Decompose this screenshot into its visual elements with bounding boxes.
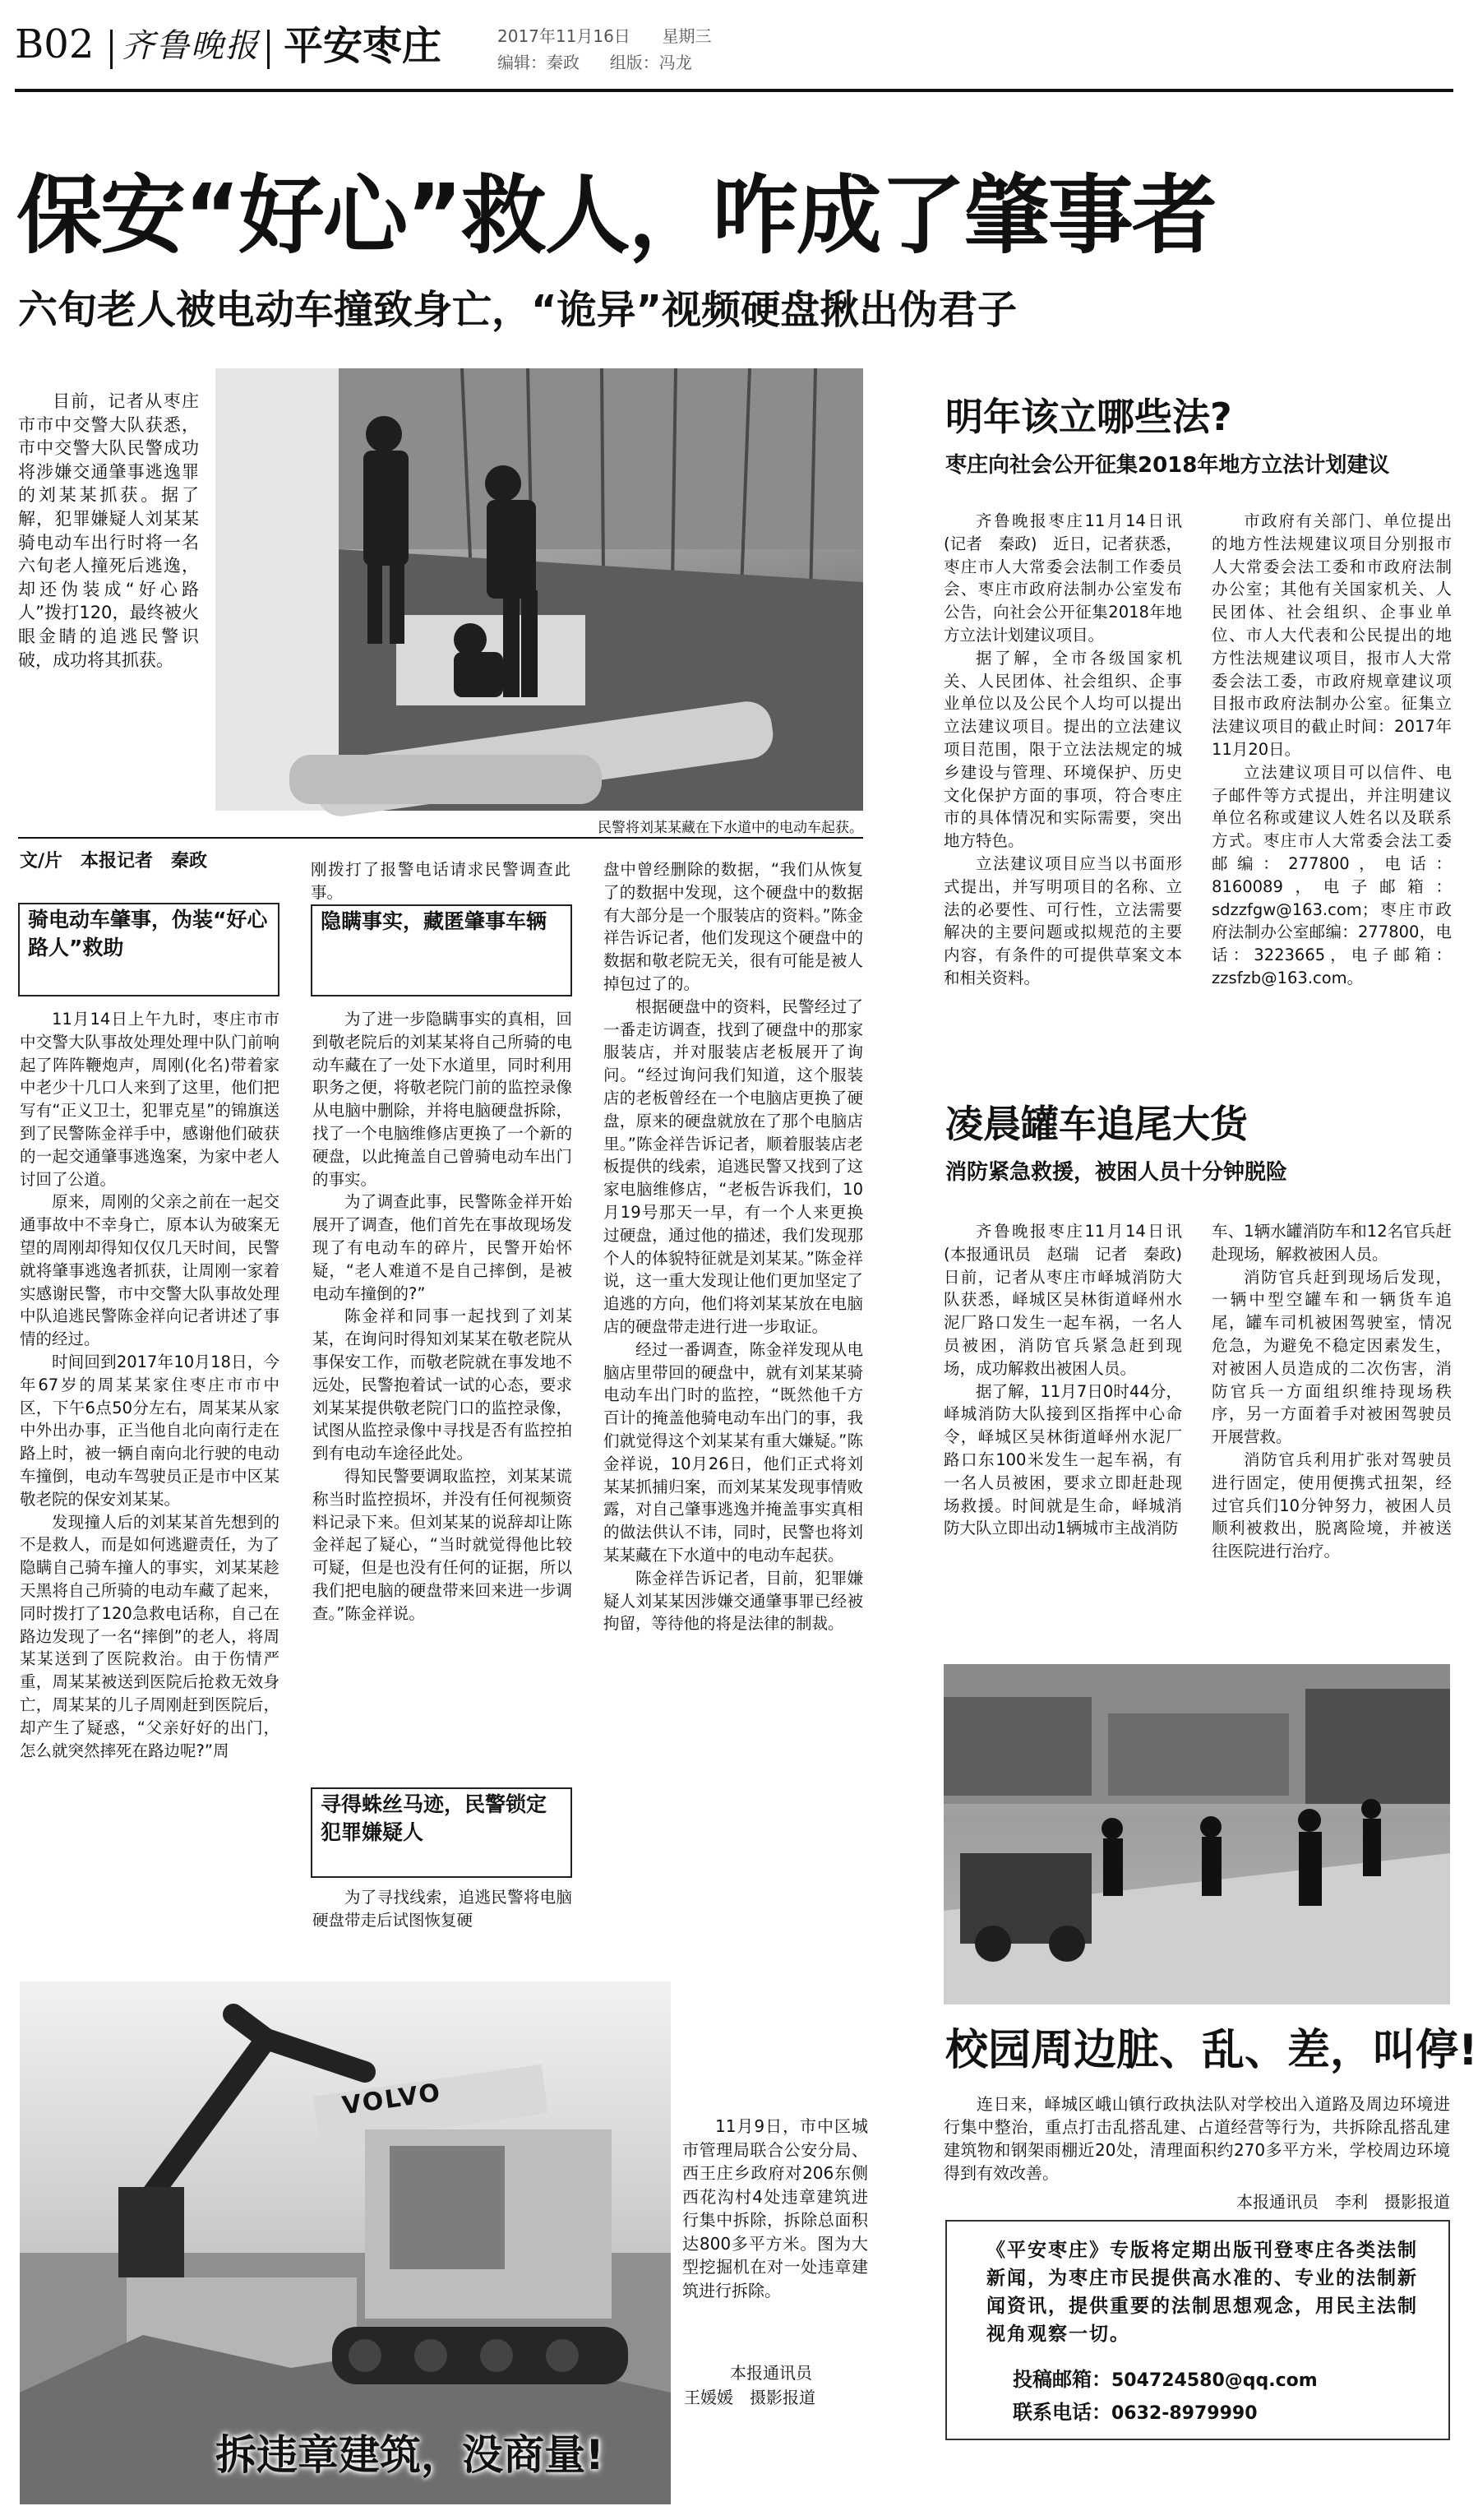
notice-email-row bbox=[1013, 2363, 1318, 2392]
tanker-column-2 bbox=[1212, 1220, 1452, 1664]
tanker-headline: 凌晨罐车追尾大货 bbox=[945, 1102, 1248, 1146]
paragraph: 刚拨打了报警电话请求民警调查此事。 bbox=[311, 860, 570, 902]
paragraph: 发现撞人后的刘某某首先想到的不是救人，而是如何逃避责任，为了隐瞒自己骑车撞人的事实，刘某某趁天黑将自己所骑的电动车藏了起来，同时拨打了120急救电话称，自己在路边发现了一名“摔倒”的老人，将周某某送到了医院救治。由于伤情严重，周某某被送到医院后抢救无效身亡，周某某的儿子周刚赶到医院后，却产生了疑惑，“父亲好好的出门，怎么就突然摔死在路边呢?”周 bbox=[20, 1512, 279, 1760]
subhead-find-clues bbox=[311, 1787, 572, 1878]
masthead bbox=[0, 0, 1467, 99]
date: 2017年11月16日 bbox=[497, 26, 630, 46]
tanker-column-1 bbox=[944, 1220, 1199, 1664]
school-headline: 校园周边脏、乱、差，叫停! bbox=[945, 2026, 1478, 2075]
subhead-hide-vehicle-text: 隐瞒事实，藏匿肇事车辆 bbox=[321, 909, 547, 933]
subhead-find-clues-text: 寻得蛛丝马迹，民警锁定犯罪嫌疑人 bbox=[321, 1792, 547, 1844]
demolition-photo bbox=[20, 1981, 671, 2504]
notice-text: 《平安枣庄》专版将定期出版刊登枣庄各类法制新闻，为枣庄市民提供高水准的、专业的法制新闻资讯，提供重要的法制思想观念，用民主法制视角观察一切。 bbox=[986, 2240, 1418, 2345]
police-photo-caption: 民警将刘某某藏在下水道中的电动车起获。 bbox=[598, 820, 863, 836]
legislation-headline: 明年该立哪些法? bbox=[945, 395, 1232, 439]
legislation-column-2 bbox=[1212, 510, 1452, 1069]
paragraph: 根据硬盘中的资料，民警经过了一番走访调查，找到了硬盘中的那家服装店，并对服装店老板展开了询问。“经过询问我们知道，这个服装店的老板曾经在一个电脑店更换了硬盘，原来的硬盘就放在了那个电脑店里。”陈金祥告诉记者，顺着服装店老板提供的线索，追逃民警又找到了这家电脑维修店，“老板告诉我们，10月19号那天一早，有一个人来更换过硬盘，通过他的描述，我们发现那个人的体貌特征就是刘某某。”陈金祥说，这一重大发现让他们更加坚定了追逃的方向，他们将刘某某放在电脑店的硬盘带走进行进一步取证。 bbox=[603, 996, 863, 1336]
cleanup-photo-illustration bbox=[944, 1664, 1450, 2004]
paragraph: 为了进一步隐瞒事实的真相，回到敬老院后的刘某某将自己所骑的电动车藏在了一处下水道里，同时利用职务之便，将敬老院门前的监控录像从电脑中删除，并将电脑硬盘拆除，找了一个电脑维修店更换了一个新的硬盘，以此掩盖自己曾骑电动车出门的事实。 bbox=[312, 1010, 572, 1189]
paragraph: 11月14日上午九时，枣庄市市中交警大队事故处理处理中队门前响起了阵阵鞭炮声，周刚(化名)带着家中老少十几口人来到了这里，他们把写有“正义卫士，犯罪克星”的锦旗送到了民警陈金祥手中，感谢他们破获的一起交通肇事逃逸案，为家中老人讨回了公道。 bbox=[20, 1010, 279, 1189]
paragraph: 为了调查此事，民警陈金祥开始展开了调查，他们首先在事故现场发现了有电动车的碎片，民警开始怀疑，“老人难道不是自己摔倒，是被电动车撞倒的?” bbox=[312, 1192, 572, 1303]
legislation-column-1 bbox=[944, 510, 1182, 1069]
school-body bbox=[944, 2092, 1450, 2188]
paragraph: 经过一番调查，陈金祥发现从电脑店里带回的硬盘中，就有刘某某骑电动车出门时的监控，“既然他千方百计的掩盖他骑电动车出门的事，我们就觉得这个刘某某有重大嫌疑。”陈金祥说，10月26日，他们正式将刘某某抓捕归案，而刘某某发现事情败露，对自己肇事逃逸并掩盖事实真相的做法供认不讳，同时，民警也将刘某某藏在下水道中的电动车起获。 bbox=[603, 1339, 863, 1565]
masthead-rule bbox=[15, 89, 1453, 92]
page-number: B02 bbox=[15, 21, 95, 67]
paragraph: 时间回到2017年10月18日，今年67岁的周某某家住枣庄市市中区，下午6点50分左右，周某某从家中外出办事，正当他自北向南行走在路上时，被一辆自南向北行驶的电动车撞倒，电动车驾驶员正是市中区某敬老院的保安刘某某。 bbox=[20, 1352, 279, 1509]
subhead-ride-accident-text: 骑电动车肇事，伪装“好心路人”救助 bbox=[28, 908, 268, 959]
masthead-divider-2 bbox=[267, 30, 270, 69]
masthead-divider bbox=[110, 30, 113, 69]
main-photo-rule bbox=[18, 837, 863, 839]
lead-paragraph bbox=[18, 390, 199, 817]
notice-phone-row bbox=[1013, 2396, 1258, 2425]
paragraph: 立法建议项目应当以书面形式提出，并写明项目的名称、立法的必要性、可行性，立法需要解决的主要问题或拟规范的主要内容，有条件的可提供草案文本和相关资料。 bbox=[944, 853, 1182, 987]
main-headline: 保安“好心”救人，咋成了肇事者 bbox=[16, 165, 1216, 266]
editor: 编辑：秦政 bbox=[497, 53, 580, 72]
paragraph: 消防官兵利用扩张对驾驶员进行固定，使用便携式扭架，经过官兵们10分钟努力，被困人员顺利被救出，脱离险境，并被送往医院进行治疗。 bbox=[1212, 1450, 1452, 1561]
notice-email[interactable]: 504724580@qq.com bbox=[1111, 2370, 1318, 2391]
layout-editor: 组版：冯龙 bbox=[609, 53, 692, 72]
paragraph: 陈金祥告诉记者，目前，犯罪嫌疑人刘某某因涉嫌交通肇事罪已经被拘留，等待他的将是法律的制裁。 bbox=[603, 1568, 863, 1634]
paragraph: 据了解，11月7日0时44分，峄城消防大队接到区指挥中心命令，峄城区吴林街道峄州水泥厂路口东100米发生一起车祸，有一名人员被困，要求立即赶赴现场救援。时间就是生命，峄城消防大队立即出动1辆城市主战消防 bbox=[944, 1381, 1182, 1538]
section-title: 平安枣庄 bbox=[284, 23, 442, 69]
demolition-credit-2: 王媛媛 摄影报道 bbox=[684, 2388, 815, 2407]
demolition-overlay-title: 拆违章建筑，没商量! bbox=[215, 2431, 604, 2479]
paragraph: 得知民警要调取监控，刘某某谎称当时监控损坏，并没有任何视频资料记录下来。但刘某某的说辞却让陈金祥起了疑心，“当时就觉得他比较可疑，但是也没有任何的证据，所以我们把电脑的硬盘带来回来进一步调查。”陈金祥说。 bbox=[312, 1466, 572, 1623]
police-photo bbox=[215, 368, 863, 811]
issue-date bbox=[497, 23, 712, 47]
school-credit: 本报通讯员 李利 摄影报道 bbox=[1236, 2192, 1450, 2212]
notice-phone-label: 联系电话： bbox=[1013, 2401, 1111, 2424]
lead-text: 目前，记者从枣庄市市中交警大队获悉，市中交警大队民警成功将涉嫌交通肇事逃逸罪的刘某某抓获。据了解，犯罪嫌疑人刘某某骑电动车出行时将一名六旬老人撞死后逃逸，却还伪装成“好心路人”拨打120，最终被火眼金睛的追逃民警识破，成功将其抓获。 bbox=[18, 391, 199, 670]
demolition-caption bbox=[682, 2115, 868, 2345]
main-column-2-bottom bbox=[312, 1886, 572, 1935]
cleanup-photo bbox=[944, 1664, 1450, 2004]
byline: 文/片 本报记者 秦政 bbox=[20, 851, 208, 872]
machine-label: VOLVO bbox=[340, 2078, 444, 2121]
main-column-2 bbox=[312, 1008, 572, 1789]
paragraph: 齐鲁晚报枣庄11月14日讯(记者 秦政) 近日，记者获悉，枣庄市人大常委会法制工作委员会、枣庄市政府法制办公室发布公告，向社会公开征集2018年地方立法计划建议项目。 bbox=[944, 511, 1182, 645]
paragraph: 齐鲁晚报枣庄11月14日讯(本报通讯员 赵瑞 记者 秦政) 日前，记者从枣庄市峄城消防大队获悉，峄城区吴林街道峄州水泥厂路口发生一起车祸，一名人员被困，消防官兵紧急赶到现场，成功解救出被困人员。 bbox=[944, 1222, 1199, 1378]
weekday: 星期三 bbox=[662, 26, 712, 46]
subhead-ride-accident bbox=[18, 903, 279, 996]
main-subheadline: 六旬老人被电动车撞致身亡，“诡异”视频硬盘揪出伪君子 bbox=[18, 287, 1018, 333]
demolition-credit-1: 本报通讯员 bbox=[730, 2363, 812, 2383]
paragraph: 原来，周刚的父亲之前在一起交通事故中不幸身亡，原本认为破案无望的周刚却得知仅仅几天时间，民警就将肇事逃逸者抓获，让周刚一家着实感谢民警，市中交警大队事故处理中队追逃民警陈金祥向记者讲述了事情的经过。 bbox=[20, 1192, 279, 1349]
subhead-hide-vehicle bbox=[311, 904, 572, 996]
paragraph: 立法建议项目可以信件、电子邮件等方式提出，并注明建议单位名称或建议人姓名以及联系方式。枣庄市人大常委会法工委邮编：277800，电话：8160089，电子邮箱：sdzzfgw@163.com；枣庄市政府法制办公室邮编：277800，电话：3223665，电子邮箱：zzsfzb@163.com。 bbox=[1212, 762, 1452, 987]
editor-credits bbox=[497, 49, 692, 73]
notice-phone: 0632-8979990 bbox=[1111, 2403, 1258, 2424]
paragraph: 消防官兵赶到现场后发现，一辆中型空罐车和一辆货车追尾，罐车司机被困驾驶室，情况危急，为避免不稳定因素发生，对被困人员造成的二次伤害，消防官兵一方面组织维持现场秩序，另一方面着手对被困驾驶员开展营救。 bbox=[1212, 1267, 1452, 1447]
main-column-1 bbox=[20, 1008, 279, 1929]
paragraph: 11月9日，市中区城市管理局联合公安分局、西王庄乡政府对206东侧西花沟村4处违章建筑进行集中拆除，拆除总面积达800多平方米。图为大型挖掘机在对一处违章建筑进行拆除。 bbox=[682, 2116, 868, 2300]
main-column-2-top bbox=[311, 858, 570, 904]
tanker-subheadline: 消防紧急救援，被困人员十分钟脱险 bbox=[945, 1160, 1288, 1185]
notice-box bbox=[945, 2220, 1450, 2440]
notice-email-label: 投稿邮箱： bbox=[1013, 2368, 1111, 2391]
police-photo-illustration bbox=[215, 368, 863, 811]
paragraph: 连日来，峄城区峨山镇行政执法队对学校出入道路及周边环境进行集中整治，重点打击乱搭乱建、占道经营等行为，共拆除乱搭乱建建筑物和钢架雨棚近20处，清理面积约270多平方米，学校周边环境得到有效改善。 bbox=[944, 2094, 1450, 2183]
paragraph: 车、1辆水罐消防车和12名官兵赶赴现场，解救被困人员。 bbox=[1212, 1222, 1452, 1264]
paper-name: 齐鲁晚报 bbox=[122, 27, 260, 65]
demolition-photo-illustration bbox=[20, 1981, 671, 2504]
paragraph: 陈金祥和同事一起找到了刘某某，在询问时得知刘某某在敬老院从事保安工作，而敬老院就在事发地不远处，民警抱着试一试的心态，要求刘某某提供敬老院门口的监控录像，试图从监控录像中寻找是否有监控拍到有电动车途径此处。 bbox=[312, 1306, 572, 1463]
legislation-subheadline: 枣庄向社会公开征集2018年地方立法计划建议 bbox=[945, 453, 1390, 478]
main-column-3 bbox=[603, 858, 863, 1935]
paragraph: 为了寻找线索，追逃民警将电脑硬盘带走后试图恢复硬 bbox=[312, 1888, 572, 1930]
paragraph: 据了解，全市各级国家机关、人民团体、社会组织、企事业单位以及公民个人均可以提出立法建议项目。提出的立法建议项目范围，限于立法法规定的城乡建设与管理、环境保护、历史文化保护方面的事项，符合枣庄市的具体情况和实际需要，突出地方特色。 bbox=[944, 648, 1182, 851]
paragraph: 市政府有关部门、单位提出的地方性法规建议项目分别报市人大常委会法工委和市政府法制办公室；其他有关国家机关、人民团体、社会组织、企事业单位、市人大代表和公民提出的地方性法规建议项目，报市人大常委会法工委，市政府规章建议项目报市政府法制办公室。征集立法建议项目的截止时间：2017年11月20日。 bbox=[1212, 511, 1452, 759]
paragraph: 盘中曾经删除的数据，“我们从恢复了的数据中发现，这个硬盘中的数据有大部分是一个服装店的资料。”陈金祥告诉记者，他们发现这个硬盘中的数据和敬老院无关，很有可能是被人掉包过了的。 bbox=[603, 860, 863, 993]
